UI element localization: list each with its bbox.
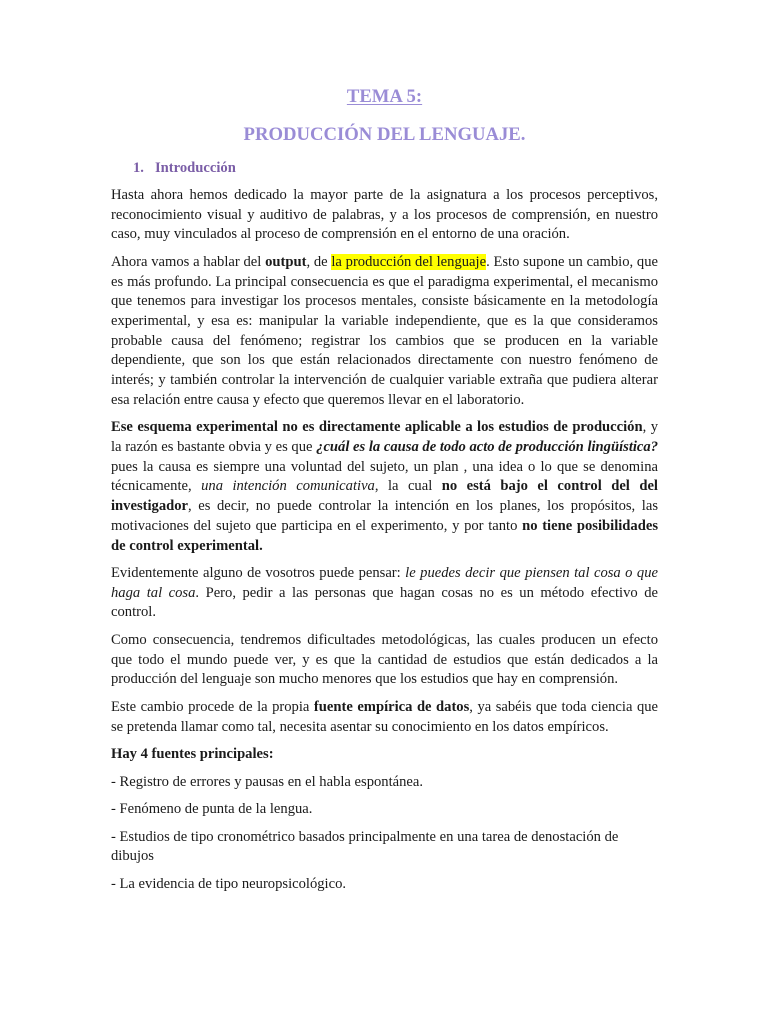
text-run: - Estudios de tipo cronométrico basados principalmente en una tarea de denostación de dibujos [111, 828, 619, 865]
paragraph-consecuencia [111, 631, 658, 690]
text-run: - Fenómeno de punta de la lengua. [111, 801, 313, 818]
text-run: Como consecuencia, tendremos dificultades metodológicas, las cuales producen un efecto que todo el mundo puede ver, y es que la cantidad de estudios que están dedicados a la producción del lenguaje son mucho menores que los estudios que hay en comprensión. [111, 631, 658, 688]
text-run: Este cambio procede de la propia [111, 698, 314, 715]
text-run: ¿cuál es la causa de todo acto de producción lingüística? [316, 439, 658, 456]
document-title: PRODUCCIÓN DEL LENGUAJE. [243, 124, 526, 145]
paragraph-output [111, 253, 658, 411]
paragraph-evidentemente [111, 564, 658, 623]
paragraph-fuentes-heading [111, 745, 658, 765]
list-item-punta [111, 800, 658, 820]
text-run: . Pero, pedir a las personas que hagan cosas no es un método efectivo de control. [111, 584, 658, 621]
text-run: no tiene posibilidades de control experimental. [111, 517, 658, 554]
text-run: no está bajo el control del del investigador [111, 478, 658, 515]
text-run: le puedes decir que piensen tal cosa o que haga tal cosa [111, 565, 658, 601]
document-body [111, 186, 658, 894]
section-label: Introducción [155, 160, 236, 176]
text-run: - Registro de errores y pausas en el habla espontánea. [111, 773, 424, 790]
document-page [111, 86, 658, 902]
text-run: una intención comunicativa [201, 478, 375, 495]
text-run: Ahora vamos a hablar del [111, 253, 266, 270]
text-run: , la cual [374, 478, 442, 495]
text-run: Evidentemente alguno de vosotros puede pensar: [111, 565, 406, 582]
paragraph-fuente [111, 698, 658, 737]
text-run: , de [306, 253, 332, 270]
text-run: Hay 4 fuentes principales: [111, 746, 274, 763]
section-heading-introduccion [111, 158, 658, 178]
paragraph-intro [111, 186, 658, 245]
text-run: , es decir, no puede controlar la intención en los planes, los propósitos, las motivaciones del sujeto que participa en el experimento, y por tanto [111, 498, 658, 534]
list-item-neuropsicologico [111, 875, 658, 895]
section-number: 1. [133, 160, 144, 176]
text-run: output [265, 253, 307, 270]
text-run: la producción del lenguaje [331, 253, 487, 270]
text-run: . Esto supone un cambio, que es más profundo. La principal consecuencia es que el paradigma experimental, el mecanismo que tenemos para investigar los procesos mentales, consiste básicamente en la metodología experimental, y esa es: manipular la variable independiente, que es la que consideramos probable causa del fenómeno; registrar los cambios que se producen en la variable dependiente, que son los que están relacionados directamente con nuestro fenómeno de interés; y también controlar la intervención de cualquier variable extraña que pudiera alterar esa relación entre causa y efecto que queremos llevar en el laboratorio. [111, 253, 658, 408]
text-run: , ya sabéis que toda ciencia que se pretenda llamar como tal, necesita asentar su conocimiento en los datos empíricos. [111, 698, 659, 735]
text-run: Hasta ahora hemos dedicado la mayor parte de la asignatura a los procesos perceptivos, reconocimiento visual y auditivo de palabras, y a los procesos de comprensión, en nuestro caso, muy vinculados al proceso de comprensión en el entorno de una oración. [111, 187, 658, 243]
text-run: Ese esquema experimental no es directamente aplicable a los estudios de producción [111, 419, 643, 436]
text-run: pues la causa es siempre una voluntad del sujeto, un plan , una idea o lo que se denomina técnicamente, [111, 458, 658, 495]
document-title-number: TEMA 5: [346, 86, 423, 107]
paragraph-esquema [111, 418, 658, 556]
text-run: fuente empírica de datos [313, 698, 470, 715]
text-run: - La evidencia de tipo neuropsicológico. [111, 875, 347, 892]
list-item-cronometrico [111, 828, 658, 867]
list-item-registro [111, 773, 658, 793]
text-run: , y la razón es bastante obvia y es que [111, 419, 659, 456]
